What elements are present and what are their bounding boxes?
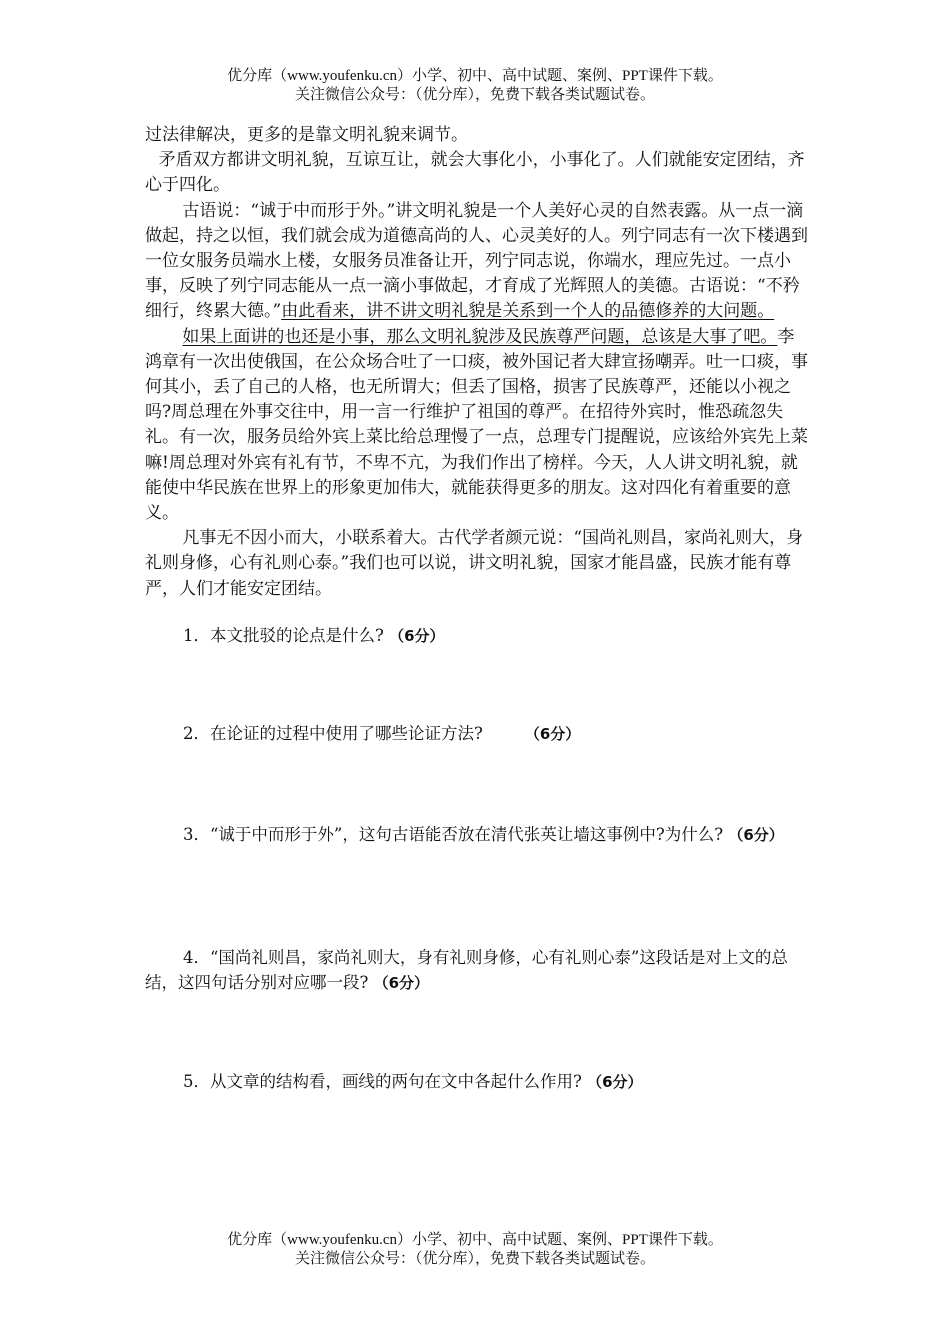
paragraph-4-text: 李鸿章有一次出使俄国，在公众场合吐了一口痰，被外国记者大肆宣扬嘲弄。吐一口痰，事何其小，丢了自己的人格，也无所谓大；但丢了国格，损害了民族尊严，还能以小视之吗?周总理在外事交往中，用一言一行维护了祖国的尊严。在招待外宾时，惟恐疏忽失礼。有一次，服务员给外宾上菜比给总理慢了一点，总理专门提醒说，应该给外宾先上菜嘛!周总理对外宾有礼有节，不卑不亢，为我们作出了榜样。今天，人人讲文明礼貌，就能使中华民族在世界上的形象更加伟大，就能获得更多的朋友。这对四化有着重要的意义。 bbox=[145, 326, 808, 524]
page-footer bbox=[0, 1231, 950, 1269]
question-points: （6分） bbox=[524, 725, 581, 743]
question-points: （6分） bbox=[373, 974, 430, 992]
question-5 bbox=[145, 1069, 810, 1095]
footer-line-2: 关注微信公众号：（优分库），免费下载各类试题试卷。 bbox=[294, 1251, 655, 1267]
page-header bbox=[0, 67, 950, 105]
question-4 bbox=[145, 945, 810, 996]
question-number: 3． bbox=[183, 825, 210, 844]
question-2 bbox=[145, 721, 810, 747]
question-points: （6分） bbox=[389, 627, 445, 645]
article-paragraph-4 bbox=[145, 325, 810, 527]
question-text: 本文批驳的论点是什么? bbox=[210, 626, 390, 645]
article-paragraph-2: 矛盾双方都讲文明礼貌，互谅互让，就会大事化小，小事化了。人们就能安定团结，齐心于四化。 bbox=[145, 150, 805, 196]
question-3 bbox=[145, 822, 810, 848]
question-number: 2． bbox=[183, 724, 210, 743]
header-line-1: 优分库（www.youfenku.cn）小学、初中、高中试题、案例、PPT课件下载。 bbox=[227, 68, 723, 84]
question-text: “国尚礼则昌，家尚礼则大，身有礼则身修，心有礼则心泰”这段话是对上文的总结，这四句话分别对应哪一段? bbox=[145, 948, 788, 992]
question-points: （6分） bbox=[728, 826, 784, 844]
question-number: 5． bbox=[183, 1072, 210, 1091]
question-number: 4． bbox=[183, 948, 210, 967]
article-body bbox=[145, 123, 810, 602]
question-number: 1． bbox=[183, 626, 210, 645]
question-text: 从文章的结构看，画线的两句在文中各起什么作用? bbox=[210, 1072, 588, 1091]
header-line-2: 关注微信公众号：（优分库），免费下载各类试题试卷。 bbox=[294, 87, 655, 103]
question-text: “诚于中而形于外”，这句古语能否放在清代张英让墙这事例中?为什么? bbox=[210, 825, 729, 844]
article-paragraph-5: 凡事无不因小而大，小联系着大。古代学者颜元说：“国尚礼则昌，家尚礼则大，身礼则身修，心有礼则心泰。”我们也可以说，讲文明礼貌，国家才能昌盛，民族才能有尊严，人们才能安定团结。 bbox=[145, 528, 804, 599]
underlined-sentence-1: 由此看来，讲不讲文明礼貌是关系到一个人的品德修养的大问题。 bbox=[281, 301, 775, 322]
question-points: （6分） bbox=[587, 1073, 643, 1091]
paragraph-3-text: 古语说：“诚于中而形于外。”讲文明礼貌是一个人美好心灵的自然表露。从一点一滴做起，持之以恒，我们就会成为道德高尚的人、心灵美好的人。列宁同志有一次下楼遇到一位女服务员端水上楼，女服务员准备让开，列宁同志说，你端水，理应先过。一点小事，反映了列宁同志能从一点一滴小事做起，才育成了光辉照人的美德。古语说：“不矜细行，终累大德。” bbox=[145, 200, 808, 322]
underlined-sentence-2: 如果上面讲的也还是小事，那么文明礼貌涉及民族尊严问题，总该是大事了吧。 bbox=[182, 326, 778, 347]
footer-line-1: 优分库（www.youfenku.cn）小学、初中、高中试题、案例、PPT课件下载。 bbox=[227, 1232, 723, 1248]
question-1 bbox=[145, 623, 810, 649]
article-paragraph-3 bbox=[145, 199, 810, 325]
question-text: 在论证的过程中使用了哪些论证方法? bbox=[210, 724, 525, 743]
article-paragraph-1: 过法律解决，更多的是靠文明礼貌来调节。 bbox=[145, 125, 468, 145]
